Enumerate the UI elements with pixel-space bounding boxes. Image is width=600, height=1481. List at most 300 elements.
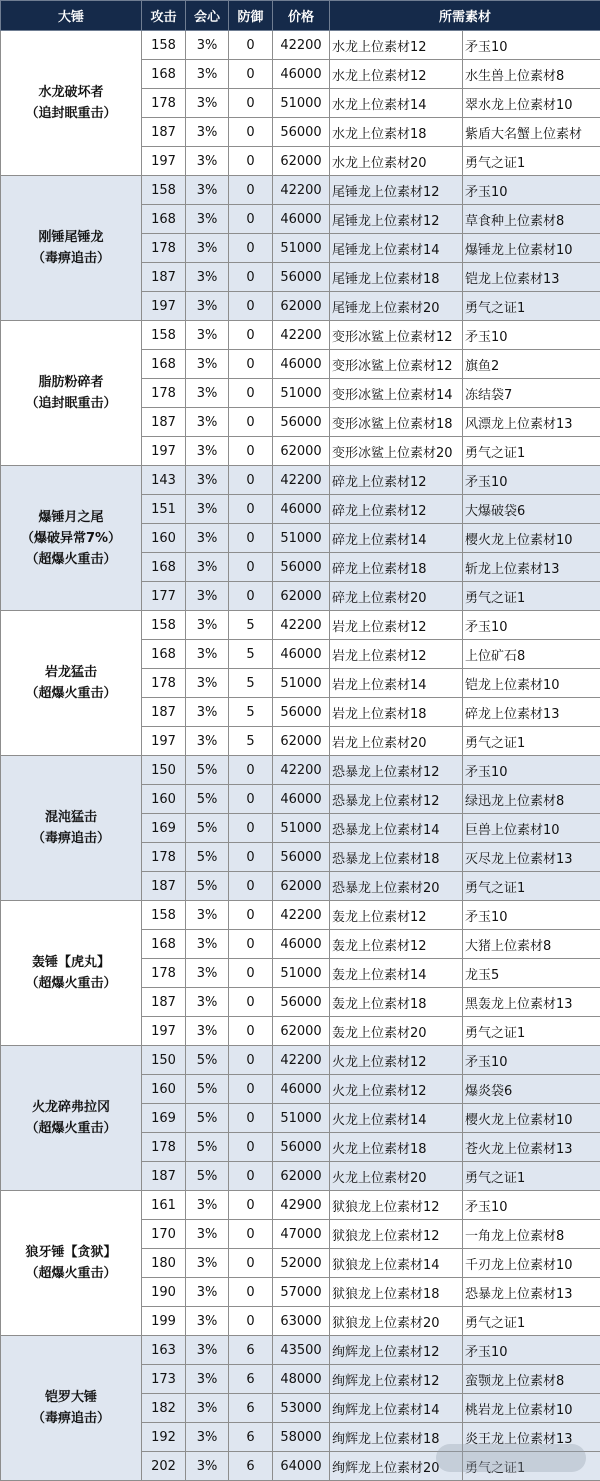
weapon-name-line: 岩龙猛击	[1, 662, 141, 683]
price-cell: 62000	[273, 147, 330, 176]
affinity-cell: 3%	[186, 1394, 229, 1423]
attack-cell: 150	[142, 1046, 186, 1075]
price-cell: 56000	[273, 263, 330, 292]
material-1-cell: 碎龙上位素材20	[330, 582, 463, 611]
affinity-cell: 3%	[186, 1365, 229, 1394]
material-1-cell: 岩龙上位素材14	[330, 669, 463, 698]
affinity-cell: 3%	[186, 611, 229, 640]
affinity-cell: 3%	[186, 1452, 229, 1481]
defense-cell: 0	[229, 1162, 273, 1191]
affinity-cell: 3%	[186, 437, 229, 466]
affinity-cell: 5%	[186, 1133, 229, 1162]
header-price: 价格	[273, 1, 330, 31]
material-2-cell: 千刃龙上位素材10	[463, 1249, 600, 1278]
affinity-cell: 3%	[186, 176, 229, 205]
attack-cell: 158	[142, 901, 186, 930]
material-2-cell: 樱火龙上位素材10	[463, 524, 600, 553]
material-2-cell: 碎龙上位素材13	[463, 698, 600, 727]
affinity-cell: 3%	[186, 553, 229, 582]
material-1-cell: 碎龙上位素材14	[330, 524, 463, 553]
table-row	[1, 1046, 600, 1075]
material-2-cell: 爆锤龙上位素材10	[463, 234, 600, 263]
weapon-name-line: 混沌猛击	[1, 807, 141, 828]
material-2-cell: 矛玉10	[463, 901, 600, 930]
defense-cell: 0	[229, 524, 273, 553]
attack-cell: 178	[142, 843, 186, 872]
material-1-cell: 碎龙上位素材18	[330, 553, 463, 582]
defense-cell: 6	[229, 1423, 273, 1452]
affinity-cell: 3%	[186, 292, 229, 321]
material-2-cell: 勇气之证1	[463, 147, 600, 176]
affinity-cell: 3%	[186, 901, 229, 930]
table-row	[1, 756, 600, 785]
defense-cell: 0	[229, 234, 273, 263]
weapon-name-line: （超爆火重击）	[1, 549, 141, 570]
material-2-cell: 斩龙上位素材13	[463, 553, 600, 582]
price-cell: 46000	[273, 640, 330, 669]
defense-cell: 0	[229, 1017, 273, 1046]
weapon-name-line: 脂肪粉碎者	[1, 372, 141, 393]
material-2-cell: 勇气之证1	[463, 1452, 600, 1481]
material-1-cell: 轰龙上位素材14	[330, 959, 463, 988]
defense-cell: 0	[229, 1249, 273, 1278]
price-cell: 51000	[273, 379, 330, 408]
weapon-name-line: （毒痹追击）	[1, 828, 141, 849]
attack-cell: 158	[142, 611, 186, 640]
weapon-name-cell	[1, 901, 142, 1046]
affinity-cell: 3%	[186, 31, 229, 60]
material-2-cell: 爆炎袋6	[463, 1075, 600, 1104]
affinity-cell: 5%	[186, 785, 229, 814]
weapon-name-cell	[1, 321, 142, 466]
material-2-cell: 勇气之证1	[463, 727, 600, 756]
attack-cell: 163	[142, 1336, 186, 1365]
defense-cell: 0	[229, 1133, 273, 1162]
price-cell: 42200	[273, 466, 330, 495]
material-1-cell: 狱狼龙上位素材14	[330, 1249, 463, 1278]
defense-cell: 0	[229, 89, 273, 118]
affinity-cell: 3%	[186, 379, 229, 408]
price-cell: 42200	[273, 1046, 330, 1075]
attack-cell: 151	[142, 495, 186, 524]
defense-cell: 0	[229, 1278, 273, 1307]
defense-cell: 5	[229, 698, 273, 727]
attack-cell: 169	[142, 814, 186, 843]
attack-cell: 143	[142, 466, 186, 495]
material-2-cell: 勇气之证1	[463, 292, 600, 321]
material-1-cell: 变形冰鲨上位素材20	[330, 437, 463, 466]
defense-cell: 5	[229, 669, 273, 698]
price-cell: 57000	[273, 1278, 330, 1307]
defense-cell: 0	[229, 350, 273, 379]
material-1-cell: 轰龙上位素材12	[330, 901, 463, 930]
defense-cell: 0	[229, 408, 273, 437]
price-cell: 52000	[273, 1249, 330, 1278]
material-1-cell: 水龙上位素材14	[330, 89, 463, 118]
material-2-cell: 矛玉10	[463, 1046, 600, 1075]
affinity-cell: 5%	[186, 1162, 229, 1191]
attack-cell: 197	[142, 437, 186, 466]
material-2-cell: 桃岩龙上位素材10	[463, 1394, 600, 1423]
attack-cell: 197	[142, 727, 186, 756]
price-cell: 63000	[273, 1307, 330, 1336]
affinity-cell: 3%	[186, 118, 229, 147]
attack-cell: 168	[142, 553, 186, 582]
attack-cell: 178	[142, 234, 186, 263]
price-cell: 51000	[273, 234, 330, 263]
affinity-cell: 3%	[186, 1307, 229, 1336]
attack-cell: 197	[142, 147, 186, 176]
defense-cell: 0	[229, 466, 273, 495]
material-1-cell: 火龙上位素材12	[330, 1075, 463, 1104]
header-defense: 防御	[229, 1, 273, 31]
price-cell: 56000	[273, 1133, 330, 1162]
defense-cell: 0	[229, 814, 273, 843]
attack-cell: 187	[142, 408, 186, 437]
table-row	[1, 901, 600, 930]
material-2-cell: 铠龙上位素材13	[463, 263, 600, 292]
material-1-cell: 水龙上位素材12	[330, 31, 463, 60]
material-1-cell: 轰龙上位素材12	[330, 930, 463, 959]
watermark-logo	[436, 1444, 586, 1472]
price-cell: 46000	[273, 785, 330, 814]
weapon-name-line: 铠罗大锤	[1, 1387, 141, 1408]
material-2-cell: 黑轰龙上位素材13	[463, 988, 600, 1017]
material-2-cell: 勇气之证1	[463, 437, 600, 466]
attack-cell: 161	[142, 1191, 186, 1220]
affinity-cell: 3%	[186, 263, 229, 292]
material-1-cell: 恐暴龙上位素材12	[330, 756, 463, 785]
material-2-cell: 巨兽上位素材10	[463, 814, 600, 843]
material-2-cell: 矛玉10	[463, 466, 600, 495]
price-cell: 64000	[273, 1452, 330, 1481]
attack-cell: 178	[142, 959, 186, 988]
material-1-cell: 尾锤龙上位素材12	[330, 176, 463, 205]
price-cell: 42200	[273, 31, 330, 60]
material-2-cell: 翠水龙上位素材10	[463, 89, 600, 118]
material-1-cell: 水龙上位素材20	[330, 147, 463, 176]
price-cell: 56000	[273, 408, 330, 437]
material-1-cell: 狱狼龙上位素材20	[330, 1307, 463, 1336]
attack-cell: 178	[142, 669, 186, 698]
affinity-cell: 3%	[186, 582, 229, 611]
material-2-cell: 勇气之证1	[463, 582, 600, 611]
table-row	[1, 1336, 600, 1365]
defense-cell: 5	[229, 640, 273, 669]
material-2-cell: 矛玉10	[463, 756, 600, 785]
affinity-cell: 3%	[186, 321, 229, 350]
material-1-cell: 轰龙上位素材18	[330, 988, 463, 1017]
attack-cell: 160	[142, 785, 186, 814]
affinity-cell: 3%	[186, 1249, 229, 1278]
defense-cell: 0	[229, 321, 273, 350]
attack-cell: 197	[142, 292, 186, 321]
material-2-cell: 大爆破袋6	[463, 495, 600, 524]
defense-cell: 0	[229, 930, 273, 959]
material-1-cell: 水龙上位素材12	[330, 60, 463, 89]
material-1-cell: 恐暴龙上位素材20	[330, 872, 463, 901]
defense-cell: 0	[229, 553, 273, 582]
material-1-cell: 尾锤龙上位素材18	[330, 263, 463, 292]
attack-cell: 178	[142, 89, 186, 118]
weapon-name-cell	[1, 31, 142, 176]
table-row	[1, 1191, 600, 1220]
material-1-cell: 尾锤龙上位素材20	[330, 292, 463, 321]
affinity-cell: 3%	[186, 959, 229, 988]
affinity-cell: 5%	[186, 1075, 229, 1104]
defense-cell: 0	[229, 1075, 273, 1104]
attack-cell: 158	[142, 31, 186, 60]
material-1-cell: 岩龙上位素材18	[330, 698, 463, 727]
defense-cell: 0	[229, 1191, 273, 1220]
affinity-cell: 3%	[186, 205, 229, 234]
material-2-cell: 勇气之证1	[463, 1017, 600, 1046]
material-2-cell: 矛玉10	[463, 31, 600, 60]
attack-cell: 190	[142, 1278, 186, 1307]
defense-cell: 0	[229, 176, 273, 205]
weapon-name-cell	[1, 611, 142, 756]
affinity-cell: 3%	[186, 727, 229, 756]
material-2-cell: 灭尽龙上位素材13	[463, 843, 600, 872]
material-2-cell: 风漂龙上位素材13	[463, 408, 600, 437]
price-cell: 58000	[273, 1423, 330, 1452]
table-row	[1, 31, 600, 60]
affinity-cell: 3%	[186, 234, 229, 263]
material-1-cell: 尾锤龙上位素材14	[330, 234, 463, 263]
material-2-cell: 矛玉10	[463, 1336, 600, 1365]
affinity-cell: 3%	[186, 1017, 229, 1046]
affinity-cell: 3%	[186, 1278, 229, 1307]
price-cell: 46000	[273, 60, 330, 89]
weapon-name-cell	[1, 1336, 142, 1481]
price-cell: 62000	[273, 1017, 330, 1046]
attack-cell: 170	[142, 1220, 186, 1249]
price-cell: 51000	[273, 1104, 330, 1133]
material-1-cell: 碎龙上位素材12	[330, 466, 463, 495]
material-1-cell: 岩龙上位素材20	[330, 727, 463, 756]
material-2-cell: 矛玉10	[463, 611, 600, 640]
affinity-cell: 3%	[186, 930, 229, 959]
attack-cell: 168	[142, 205, 186, 234]
defense-cell: 5	[229, 727, 273, 756]
defense-cell: 0	[229, 1307, 273, 1336]
material-2-cell: 矛玉10	[463, 321, 600, 350]
header-attack: 攻击	[142, 1, 186, 31]
material-2-cell: 旗鱼2	[463, 350, 600, 379]
affinity-cell: 3%	[186, 640, 229, 669]
price-cell: 53000	[273, 1394, 330, 1423]
attack-cell: 180	[142, 1249, 186, 1278]
price-cell: 42200	[273, 321, 330, 350]
material-2-cell: 龙玉5	[463, 959, 600, 988]
price-cell: 56000	[273, 553, 330, 582]
attack-cell: 182	[142, 1394, 186, 1423]
affinity-cell: 3%	[186, 1423, 229, 1452]
material-2-cell: 矛玉10	[463, 1191, 600, 1220]
weapon-name-line: （超爆火重击）	[1, 1263, 141, 1284]
price-cell: 46000	[273, 495, 330, 524]
material-1-cell: 狱狼龙上位素材12	[330, 1191, 463, 1220]
header-affinity: 会心	[186, 1, 229, 31]
attack-cell: 199	[142, 1307, 186, 1336]
weapon-name-line: （毒痹追击）	[1, 248, 141, 269]
attack-cell: 168	[142, 640, 186, 669]
weapon-name-line: 火龙碎弗拉冈	[1, 1097, 141, 1118]
price-cell: 62000	[273, 292, 330, 321]
material-2-cell: 上位矿石8	[463, 640, 600, 669]
attack-cell: 169	[142, 1104, 186, 1133]
attack-cell: 168	[142, 350, 186, 379]
price-cell: 62000	[273, 727, 330, 756]
defense-cell: 0	[229, 901, 273, 930]
attack-cell: 187	[142, 698, 186, 727]
material-2-cell: 勇气之证1	[463, 1162, 600, 1191]
defense-cell: 0	[229, 1046, 273, 1075]
attack-cell: 177	[142, 582, 186, 611]
defense-cell: 0	[229, 292, 273, 321]
material-2-cell: 冻结袋7	[463, 379, 600, 408]
material-1-cell: 恐暴龙上位素材14	[330, 814, 463, 843]
affinity-cell: 5%	[186, 843, 229, 872]
weapon-name-cell	[1, 756, 142, 901]
material-1-cell: 恐暴龙上位素材12	[330, 785, 463, 814]
attack-cell: 160	[142, 1075, 186, 1104]
attack-cell: 178	[142, 379, 186, 408]
price-cell: 46000	[273, 1075, 330, 1104]
affinity-cell: 5%	[186, 1104, 229, 1133]
weapon-name-line: （超爆火重击）	[1, 973, 141, 994]
price-cell: 42200	[273, 901, 330, 930]
material-2-cell: 勇气之证1	[463, 1307, 600, 1336]
defense-cell: 0	[229, 205, 273, 234]
price-cell: 42900	[273, 1191, 330, 1220]
material-1-cell: 狱狼龙上位素材18	[330, 1278, 463, 1307]
price-cell: 62000	[273, 582, 330, 611]
affinity-cell: 5%	[186, 756, 229, 785]
defense-cell: 0	[229, 1220, 273, 1249]
weapon-name-cell	[1, 1046, 142, 1191]
affinity-cell: 5%	[186, 814, 229, 843]
material-1-cell: 绚辉龙上位素材18	[330, 1423, 463, 1452]
weapon-name-line: 狼牙锤【贪狱】	[1, 1242, 141, 1263]
affinity-cell: 3%	[186, 669, 229, 698]
affinity-cell: 3%	[186, 408, 229, 437]
weapon-name-line: （超爆火重击）	[1, 683, 141, 704]
weapon-name-line: （追封眠重击）	[1, 103, 141, 124]
attack-cell: 187	[142, 988, 186, 1017]
material-1-cell: 火龙上位素材18	[330, 1133, 463, 1162]
affinity-cell: 3%	[186, 350, 229, 379]
defense-cell: 0	[229, 263, 273, 292]
material-1-cell: 绚辉龙上位素材14	[330, 1394, 463, 1423]
attack-cell: 192	[142, 1423, 186, 1452]
material-2-cell: 水生兽上位素材8	[463, 60, 600, 89]
defense-cell: 0	[229, 785, 273, 814]
price-cell: 42200	[273, 756, 330, 785]
material-1-cell: 绚辉龙上位素材20	[330, 1452, 463, 1481]
defense-cell: 6	[229, 1365, 273, 1394]
price-cell: 51000	[273, 524, 330, 553]
material-1-cell: 变形冰鲨上位素材14	[330, 379, 463, 408]
defense-cell: 0	[229, 756, 273, 785]
price-cell: 51000	[273, 89, 330, 118]
table-row	[1, 321, 600, 350]
defense-cell: 5	[229, 611, 273, 640]
material-2-cell: 恐暴龙上位素材13	[463, 1278, 600, 1307]
price-cell: 51000	[273, 814, 330, 843]
price-cell: 56000	[273, 988, 330, 1017]
attack-cell: 178	[142, 1133, 186, 1162]
defense-cell: 6	[229, 1452, 273, 1481]
affinity-cell: 3%	[186, 1336, 229, 1365]
price-cell: 56000	[273, 118, 330, 147]
header-materials: 所需素材	[330, 1, 600, 31]
price-cell: 51000	[273, 959, 330, 988]
weapon-name-line: 轰锤【虎丸】	[1, 952, 141, 973]
attack-cell: 173	[142, 1365, 186, 1394]
material-1-cell: 狱狼龙上位素材12	[330, 1220, 463, 1249]
weapon-name-line: （爆破异常7%）	[1, 528, 141, 549]
attack-cell: 197	[142, 1017, 186, 1046]
price-cell: 56000	[273, 698, 330, 727]
material-2-cell: 蛮颚龙上位素材8	[463, 1365, 600, 1394]
header-row	[1, 1, 600, 31]
material-1-cell: 火龙上位素材14	[330, 1104, 463, 1133]
defense-cell: 0	[229, 872, 273, 901]
material-1-cell: 水龙上位素材18	[330, 118, 463, 147]
price-cell: 62000	[273, 872, 330, 901]
material-1-cell: 尾锤龙上位素材12	[330, 205, 463, 234]
attack-cell: 187	[142, 118, 186, 147]
material-2-cell: 炎王龙上位素材13	[463, 1423, 600, 1452]
attack-cell: 202	[142, 1452, 186, 1481]
attack-cell: 160	[142, 524, 186, 553]
defense-cell: 0	[229, 1104, 273, 1133]
table-row	[1, 611, 600, 640]
affinity-cell: 3%	[186, 1191, 229, 1220]
weapon-name-line: 刚锤尾锤龙	[1, 227, 141, 248]
affinity-cell: 3%	[186, 495, 229, 524]
weapon-name-line: 水龙破坏者	[1, 82, 141, 103]
material-1-cell: 岩龙上位素材12	[330, 611, 463, 640]
material-1-cell: 轰龙上位素材20	[330, 1017, 463, 1046]
material-2-cell: 矛玉10	[463, 176, 600, 205]
weapon-name-cell	[1, 1191, 142, 1336]
defense-cell: 0	[229, 437, 273, 466]
defense-cell: 0	[229, 147, 273, 176]
price-cell: 42200	[273, 176, 330, 205]
material-1-cell: 变形冰鲨上位素材18	[330, 408, 463, 437]
material-2-cell: 铠龙上位素材10	[463, 669, 600, 698]
material-1-cell: 绚辉龙上位素材12	[330, 1336, 463, 1365]
defense-cell: 0	[229, 988, 273, 1017]
table-row	[1, 466, 600, 495]
affinity-cell: 3%	[186, 60, 229, 89]
material-1-cell: 绚辉龙上位素材12	[330, 1365, 463, 1394]
attack-cell: 168	[142, 60, 186, 89]
price-cell: 46000	[273, 205, 330, 234]
material-2-cell: 大猪上位素材8	[463, 930, 600, 959]
price-cell: 42200	[273, 611, 330, 640]
affinity-cell: 3%	[186, 988, 229, 1017]
material-1-cell: 恐暴龙上位素材18	[330, 843, 463, 872]
defense-cell: 0	[229, 31, 273, 60]
price-cell: 62000	[273, 1162, 330, 1191]
affinity-cell: 5%	[186, 872, 229, 901]
weapon-name-line: 爆锤月之尾	[1, 507, 141, 528]
table-row	[1, 176, 600, 205]
material-1-cell: 火龙上位素材20	[330, 1162, 463, 1191]
